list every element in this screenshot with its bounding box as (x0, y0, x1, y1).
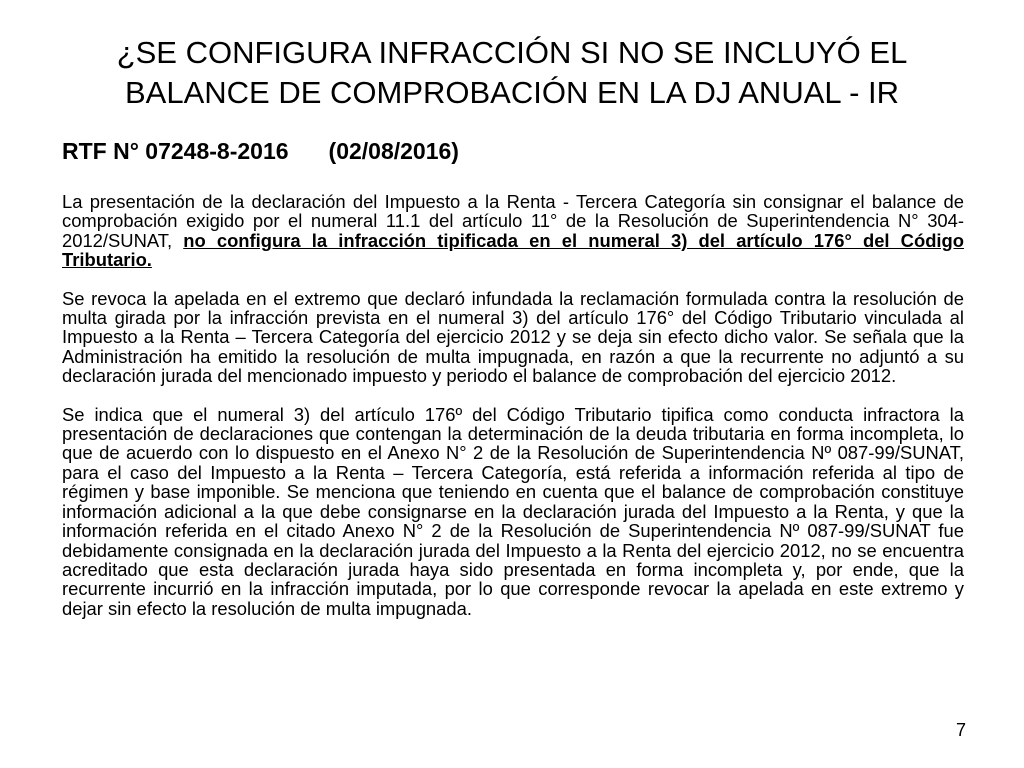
paragraph-2: Se revoca la apelada en el extremo que declaró infundada la reclamación formulada contra la resolución de multa girada por la infracción prevista en el numeral 3) del artículo 176° del Código Tributario vinculada al Impuesto a la Renta – Tercera Categoría del ejercicio 2012 y se deja sin efecto dicho valor. Se señala que la Administración ha emitido la resolución de multa impugnada, en razón a que la recurrente no adjuntó a su declaración jurada del mencionado impuesto y periodo el balance de comprobación del ejercicio 2012. (62, 287, 964, 387)
paragraph-1-emphasis: no configura la infracción tipificada en el numeral 3) del artículo 176° del Código Tributario. (62, 229, 965, 271)
slide-title-line-1: ¿SE CONFIGURA INFRACCIÓN SI NO SE INCLUYÓ EL (116, 35, 908, 70)
rtf-number: RTF N° 07248-8-2016 (62, 138, 289, 164)
rtf-reference (62, 136, 459, 166)
paragraph-1 (62, 192, 964, 270)
slide-title (40, 33, 984, 113)
slide-title-line-2: BALANCE DE COMPROBACIÓN EN LA DJ ANUAL - IR (124, 75, 900, 110)
paragraph-3: Se indica que el numeral 3) del artículo 176º del Código Tributario tipifica como conducta infractora la presentación de declaraciones que contengan la determinación de la deuda tributaria en forma incompleta, lo que de acuerdo con lo dispuesto en el Anexo N° 2 de la Resolución de Superintendencia Nº 087-99/SUNAT, para el caso del Impuesto a la Renta – Tercera Categoría, está referida a información referida al tipo de régimen y base imponible. Se menciona que teniendo en cuenta que el balance de comprobación constituye información adicional a la que debe consignarse en la declaración jurada del Impuesto a la Renta, y que la información referida en el citado Anexo N° 2 de la Resolución de Superintendencia Nº 087-99/SUNAT fue debidamente consignada en la declaración jurada del Impuesto a la Renta del ejercicio 2012, no se encuentra acreditado que esta declaración jurada haya sido presentada en forma incompleta y, por ende, que la recurrente incurrió en la infracción imputada, por lo que corresponde revocar la apelada en este extremo y dejar sin efecto la resolución de multa impugnada. (62, 403, 964, 619)
paragraph-1-text: La presentación de la declaración del Impuesto a la Renta - Tercera Categoría sin consignar el balance de comprobación exigido por el numeral 11.1 del artículo 11° de la Resolución de Superintendencia N° 304-2012/SUNAT, (62, 191, 964, 251)
slide-body (62, 192, 964, 637)
page-number: 7 (955, 720, 966, 740)
rtf-date: (02/08/2016) (328, 138, 459, 164)
